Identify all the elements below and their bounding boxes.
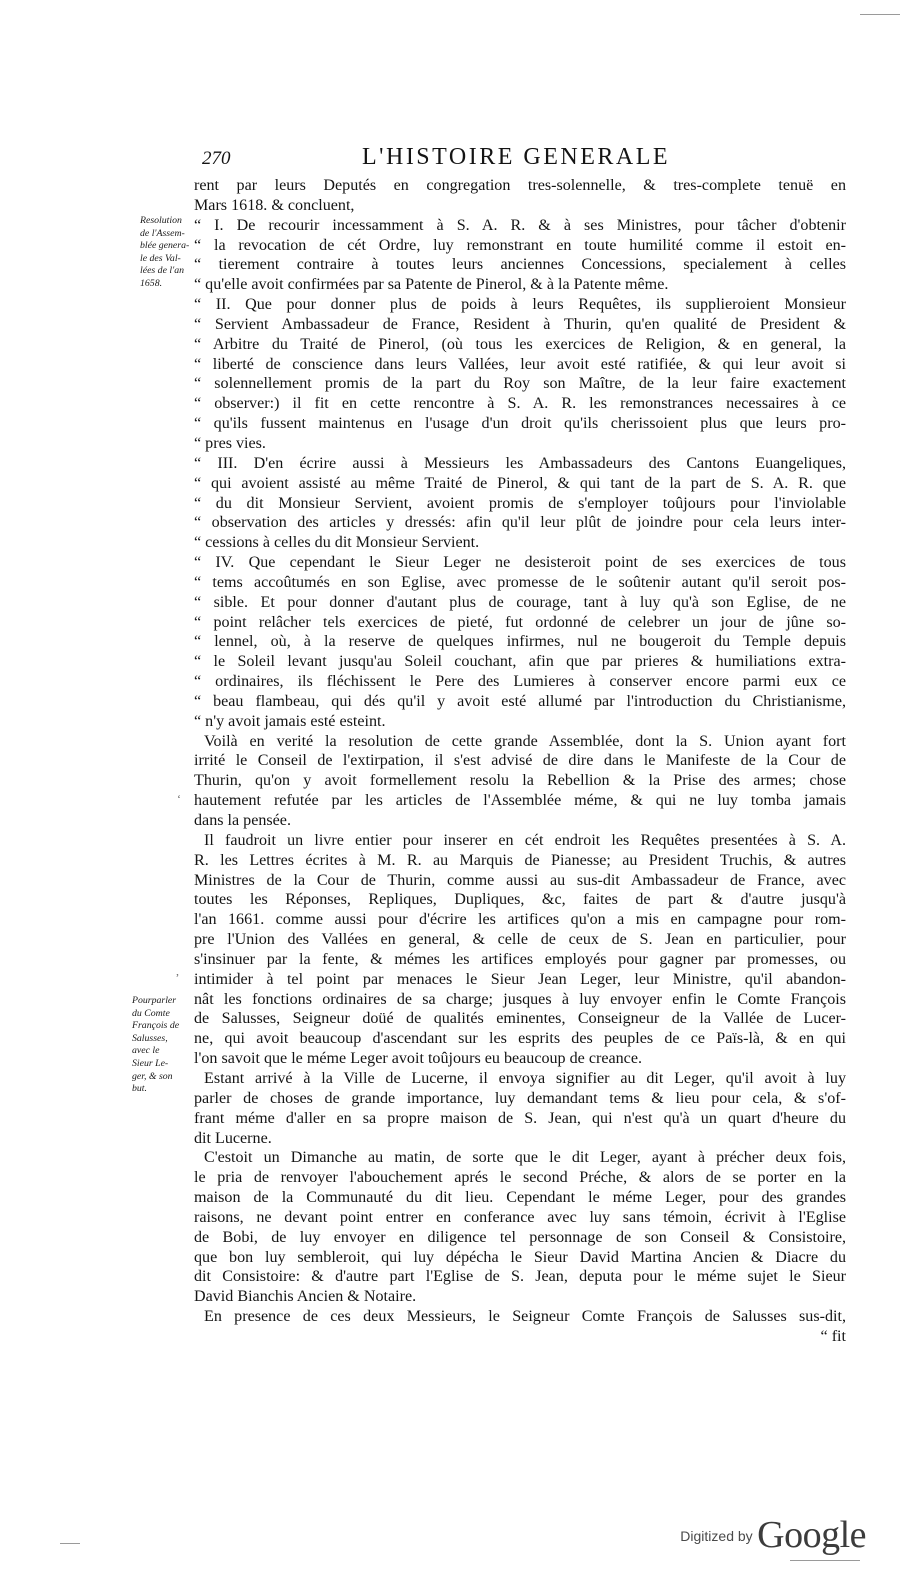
text-line: de Bobi, de luy envoyer en diligence tel personnage de son Conseil & Consistoire,: [194, 1228, 846, 1246]
text-line: pre l'Union des Vallées en general, & celle de ceux de S. Jean en particulier, pour: [194, 931, 846, 949]
sidenote-line: de l'Assem-: [140, 227, 185, 239]
sidenote-line: 1658.: [140, 277, 163, 289]
text-line: intimider à tel point par menaces le Sieur Jean Leger, leur Ministre, qu'il abandon-: [194, 970, 846, 988]
sidenote-line: le des Val-: [140, 252, 181, 264]
text-line: Estant arrivé à la Ville de Lucerne, il envoya signifier au dit Leger, qu'il avoit à luy: [204, 1069, 846, 1087]
text-line: “ qu'elle avoit confirmées par sa Patente de Pinerol, & à la Patente même.: [194, 276, 669, 294]
text-line: de Salusses, Seigneur doüé de qualités eminentes, Conseigneur de la Vallée de Lucer-: [194, 1010, 846, 1028]
text-line: nât les fonctions ordinaires de sa charge; jusques à luy envoyer enfin le Comte François: [194, 990, 846, 1008]
text-line: parler de choses de grande importance, luy demandant tems & lieu pour cela, & s'of-: [194, 1089, 846, 1107]
text-line: hautement refutée par les articles de l'Assemblée méme, & qui ne luy tomba jamais: [194, 792, 846, 810]
text-line: Thurin, qu'on y avoit formellement resolu la Rebellion & la Prise des armes; chose: [194, 772, 846, 790]
text-line: raisons, ne devant point entrer en conferance avec luy sans témoin, écrivit à l'Eglise: [194, 1208, 846, 1226]
text-line: “ tierement contraire à toutes leurs anciennes Concessions, specialement à celles: [194, 256, 846, 274]
scan-artifact-rule: [790, 1560, 860, 1561]
sidenote-line: blée genera-: [140, 240, 190, 252]
sidenote-line: avec le: [132, 1045, 160, 1057]
page-number: 270: [202, 148, 231, 169]
text-line: “ la revocation de cét Ordre, luy remonstrant en toute humilité comme il estoit en-: [194, 236, 846, 254]
page-header: [202, 144, 850, 174]
text-line: R. les Lettres écrites à M. R. au Marquis de Pianesse; au President Truchis, & autres: [194, 851, 846, 869]
text-line: Il faudroit un livre entier pour inserer en cét endroit les Requêtes presentées à S. A.: [204, 831, 846, 849]
text-line: “ observer:) il fit en cette rencontre à S. A. R. les remonstrances necessaires à ce: [194, 395, 846, 413]
text-line: “ le Soleil levant jusqu'au Soleil couchant, afin que par prieres & humiliations extra-: [194, 653, 846, 671]
text-line: “ pres vies.: [194, 434, 266, 452]
text-line: “ liberté de conscience dans leurs Vallées, leur avoit esté ratifiée, & qui leur avoit si: [194, 355, 846, 373]
sidenote-line: Sieur Le-: [132, 1057, 169, 1069]
text-line: “ Servient Ambassadeur de France, Resident à Thurin, qu'en qualité de President &: [194, 315, 846, 333]
text-line: dit Consistoire: & d'autre part l'Eglise de S. Jean, deputa pour le méme sujet le Sieur: [194, 1268, 846, 1286]
text-line: “ point relâcher tels exercices de pieté, fut ordonné de celebrer un jour de jûne so-: [194, 613, 846, 631]
text-line: dit Lucerne.: [194, 1129, 272, 1147]
text-line: “ tems accoûtumés en son Eglise, avec promesse de le soûtenir autant qu'il seroit pos-: [194, 573, 846, 591]
sidenote-line: Pourparler: [132, 995, 177, 1006]
digitized-by-watermark: [680, 1513, 866, 1557]
margin-mark: ‘: [177, 792, 181, 806]
sidenote-line: François de: [132, 1020, 180, 1032]
text-line: C'estoit un Dimanche au matin, de sorte que le dit Leger, ayant à précher deux fois,: [204, 1149, 846, 1167]
text-line: dans la pensée.: [194, 812, 291, 829]
text-line: s'insinuer par la fente, & mémes les artifices employés pour gagner par promesses, ou: [194, 950, 846, 968]
text-line: “ qu'ils fussent maintenus en l'usage d'un droit qu'ils cherissoient plus que leurs pro-: [194, 415, 846, 433]
text-line: toutes les Réponses, Repliques, Dupliques, &c, faites de part & d'autre jusqu'à: [194, 891, 846, 909]
text-line: “ lennel, où, à la reserve de quelques infirmes, nul ne bougeroit du Temple depuis: [194, 633, 846, 651]
scan-artifact-rule: [860, 14, 900, 15]
text-line: le pria de renvoyer l'abouchement aprés le second Préche, & alors de se porter en la: [194, 1169, 846, 1187]
text-line: “ II. Que pour donner plus de poids à leurs Requêtes, ils supplieroient Monsieur: [194, 296, 846, 314]
sidenote-line: du Comte: [132, 1007, 170, 1019]
text-line: “ IV. Que cependant le Sieur Leger ne desisteroit point de ses exercices de tous: [194, 554, 846, 572]
text-line: irrité le Conseil de l'extirpation, il s'est advisé de dire dans le Manifeste de la Cour de: [194, 752, 846, 770]
running-title: L'HISTOIRE GENERALE: [362, 144, 671, 170]
text-line: “ n'y avoit jamais esté esteint.: [194, 712, 386, 730]
sidenote-line: Resolution: [140, 215, 182, 226]
scan-artifact-rule: [60, 1543, 80, 1544]
text-line: “ ordinaires, ils fléchissent le Pere des Lumieres à conserver encore parmi eux ce: [194, 673, 846, 691]
text-line: l'on savoit que le méme Leger avoit toûjours eu beaucoup de creance.: [194, 1050, 642, 1068]
text-line: “ du dit Monsieur Servient, avoient promis de s'employer toûjours pour l'inviolable: [194, 494, 846, 512]
sidenote-pourparler: [132, 995, 192, 1096]
google-logo: Google: [757, 1514, 866, 1556]
margin-mark: ,: [176, 964, 179, 978]
digitized-by-label: Digitized by: [680, 1528, 753, 1544]
text-line: frant méme d'aller en sa propre maison de S. Jean, qui n'est qu'à un quart d'heure du: [194, 1109, 846, 1127]
text-line: Voilà en verité la resolution de cette grande Assemblée, dont la S. Union ayant fort: [204, 732, 846, 750]
sidenote-line: lées de l'an: [140, 265, 184, 277]
sidenote-resolution: [140, 215, 196, 291]
text-line: “ beau flambeau, qui dés qu'il y avoit esté allumé par l'introduction du Christianisme,: [194, 692, 846, 710]
text-line: David Bianchis Ancien & Notaire.: [194, 1288, 417, 1306]
text-line: “ observation des articles y dressés: afin qu'il leur plût de joindre pour cela leurs inter-: [194, 514, 846, 532]
text-line: Ministres de la Cour de Thurin, comme aussi au sus-dit Ambassadeur de France, avec: [194, 871, 846, 889]
text-line: que bon luy sembleroit, qui luy dépécha le Sieur David Martina Ancien & Diacre du: [194, 1248, 846, 1266]
text-line: “ qui avoient assisté au même Traité de Pinerol, & qui tant de la part de S. A. R. que: [194, 474, 846, 492]
text-line: l'an 1661. comme aussi pour d'écrire les artifices qu'on a mis en campagne pour rom-: [194, 911, 846, 929]
text-line: “ III. D'en écrire aussi à Messieurs les Ambassadeurs des Cantons Euangeliques,: [194, 454, 846, 472]
sidenote-line: but.: [132, 1083, 147, 1095]
text-line: “ I. De recourir incessamment à S. A. R. & à ses Ministres, pour tâcher d'obtenir: [194, 216, 846, 234]
sidenote-line: Salusses,: [132, 1032, 168, 1044]
text-line: “ Arbitre du Traité de Pinerol, (où tous les exercices de Religion, & en general, la: [194, 335, 846, 353]
text-line: “ cessions à celles du dit Monsieur Servient.: [194, 534, 480, 552]
text-line: “ sible. Et pour donner d'autant plus de courage, tant à luy qu'à son Eglise, de ne: [194, 593, 846, 611]
text-line: Mars 1618. & concluent,: [194, 196, 355, 214]
text-line: ne, qui avoit beaucoup d'ascendant sur les esprits des peuples de ce Païs-là, & en qui: [194, 1030, 846, 1048]
text-line: maison de la Communauté du dit lieu. Cependant le méme Leger, pour des grandes: [194, 1189, 846, 1207]
body-text: [194, 176, 846, 1347]
catchword: “ fit: [820, 1327, 846, 1345]
text-line: En presence de ces deux Messieurs, le Seigneur Comte François de Salusses sus-dit,: [204, 1308, 846, 1326]
text-line: “ solennellement promis de la part du Roy son Maître, de la leur faire exactement: [194, 375, 846, 393]
sidenote-line: ger, & son: [132, 1070, 173, 1082]
text-line: rent par leurs Deputés en congregation tres-solennelle, & tres-complete tenuë en: [194, 177, 846, 194]
